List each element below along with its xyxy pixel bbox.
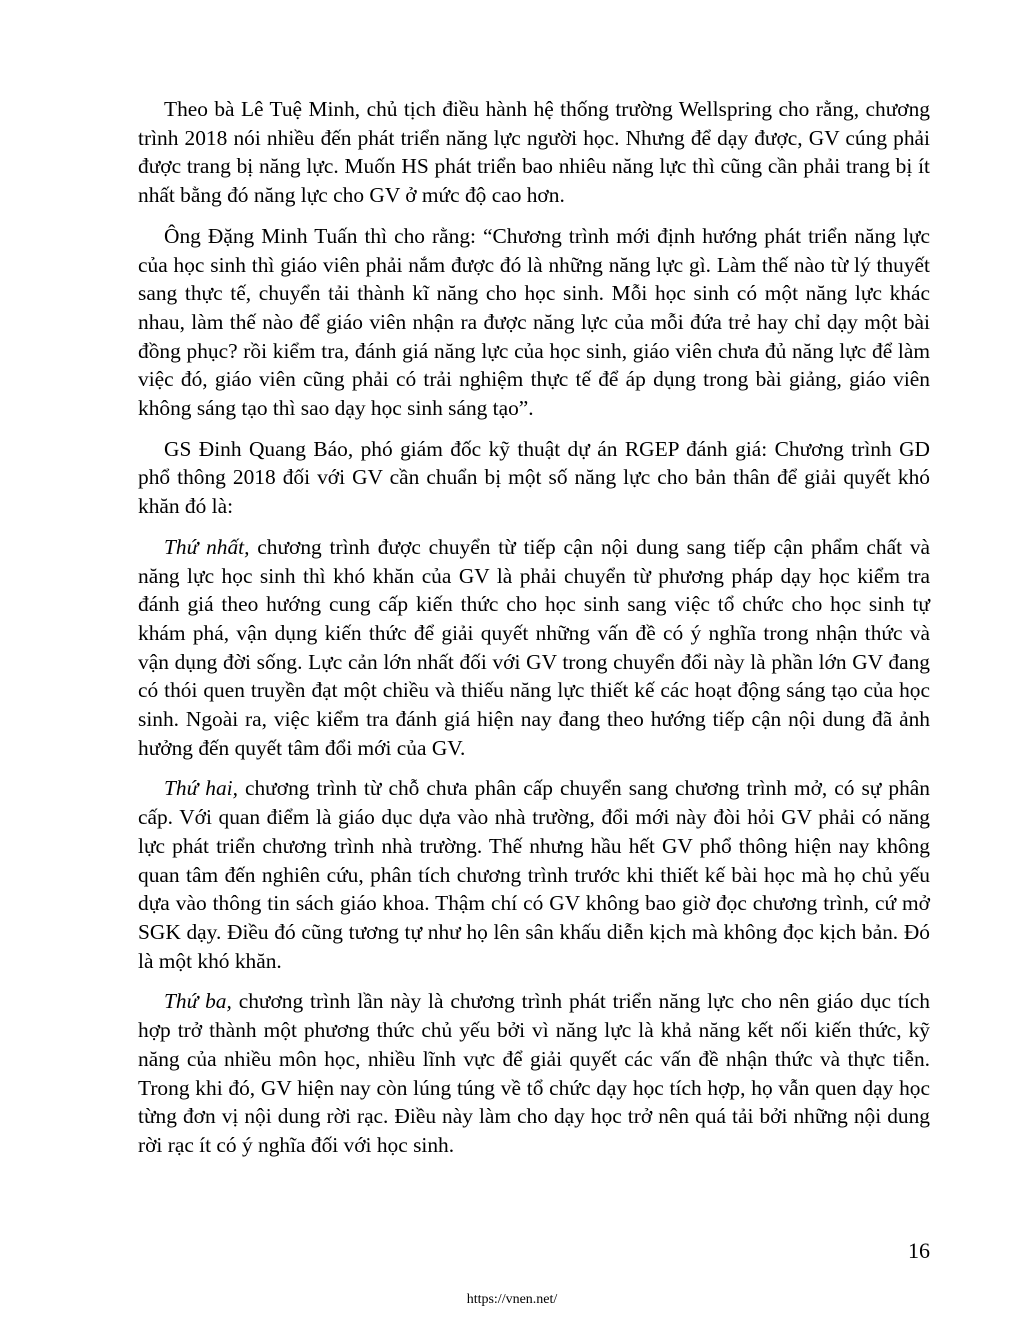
paragraph [138,95,930,210]
footer-url: https://vnen.net/ [466,1292,558,1307]
paragraph-text: chương trình từ chỗ chưa phân cấp chuyển sang chương trình mở, có sự phân cấp. Với quan điểm là giáo dục dựa vào nhà trường, đổi mới này đòi hỏi GV phải có năng lực phát triển chương trình nhà trường. Thế nhưng hầu hết GV phổ thông hiện nay không quan tâm đến nghiên cứu, phân tích chương trình trước khi thiết kế bài học mà họ chủ yếu dựa vào thông tin sách giáo khoa. Thậm chí có GV không bao giờ đọc chương trình, cứ mở SGK dạy. Điều đó cũng tương tự như họ lên sân khấu diễn kịch mà không đọc kịch bản. Đó là một khó khăn. [138,776,930,973]
paragraph-text: chương trình lần này là chương trình phát triển năng lực cho nên giáo dục tích hợp trở thành một phương thức chủ yếu bởi vì năng lực là khả năng kết nối kiến thức, kỹ năng của nhiều môn học, nhiều lĩnh vực để giải quyết các vấn đề nhận thức và thực tiễn. Trong khi đó, GV hiện nay còn lúng túng về tổ chức dạy học tích hợp, họ vẫn quen dạy học từng đơn vị nội dung rời rạc. Điều này làm cho dạy học trở nên quá tải bởi những nội dung rời rạc ít có ý nghĩa đối với học sinh. [138,989,930,1157]
paragraph [138,533,930,763]
paragraph-text: Ông Đặng Minh Tuấn thì cho rằng: “Chương trình mới định hướng phát triển năng lực của học sinh thì giáo viên phải nắm được đó là những năng lực gì. Làm thế nào từ lý thuyết sang thực tế, chuyển tải thành kĩ năng cho học sinh. Mỗi học sinh có một năng lực khác nhau, làm thế nào để giáo viên nhận ra được năng lực của mỗi đứa trẻ hay chỉ dạy một bài đồng phục? rồi kiểm tra, đánh giá năng lực của học sinh, giáo viên chưa đủ năng lực để làm việc đó, giáo viên cũng phải có trải nghiệm thực tế để áp dụng trong bài giảng, giáo viên không sáng tạo thì sao dạy học sinh sáng tạo”. [138,223,930,421]
paragraph-lead: Thứ hai, [164,776,238,801]
paragraph-text: GS Đinh Quang Báo, phó giám đốc kỹ thuật dự án RGEP đánh giá: Chương trình GD phổ thông 2018 đối với GV cần chuẩn bị một số năng lực cho bản thân để giải quyết khó khăn đó là: [138,436,930,519]
paragraph [138,435,930,521]
paragraph [138,222,930,423]
paragraph-text: Theo bà Lê Tuệ Minh, chủ tịch điều hành hệ thống trường Wellspring cho rằng, chương trình 2018 nói nhiều đến phát triển năng lực người học. Nhưng để dạy được, GV cúng phải được trang bị năng lực. Muốn HS phát triển bao nhiêu năng lực thì cũng cần phải trang bị ít nhất bằng đó năng lực cho GV ở mức độ cao hơn. [138,97,930,208]
page-number: 16 [908,1238,930,1263]
paragraph-lead: Thứ ba, [164,989,232,1014]
document-body [138,95,930,1172]
paragraph [138,987,930,1159]
paragraph-text: chương trình được chuyển từ tiếp cận nội dung sang tiếp cận phẩm chất và năng lực học sinh thì khó khăn của GV là phải chuyển từ phương pháp dạy học kiểm tra đánh giá theo hướng cung cấp kiến thức cho học sinh sang việc tổ chức cho học sinh tự khám phá, vận dụng kiến thức để giải quyết những vấn đề có ý nghĩa trong nhận thức và vận dụng đời sống. Lực cản lớn nhất đối với GV trong chuyển đổi này là phần lớn GV đang có thói quen truyền đạt một chiều và thiếu năng lực thiết kế các hoạt động sáng tạo của học sinh. Ngoài ra, việc kiểm tra đánh giá hiện nay đang theo hướng tiếp cận nội dung đã ảnh hưởng đến quyết tâm đổi mới của GV. [138,534,931,760]
paragraph [138,774,930,975]
paragraph-lead: Thứ nhất, [164,534,250,559]
